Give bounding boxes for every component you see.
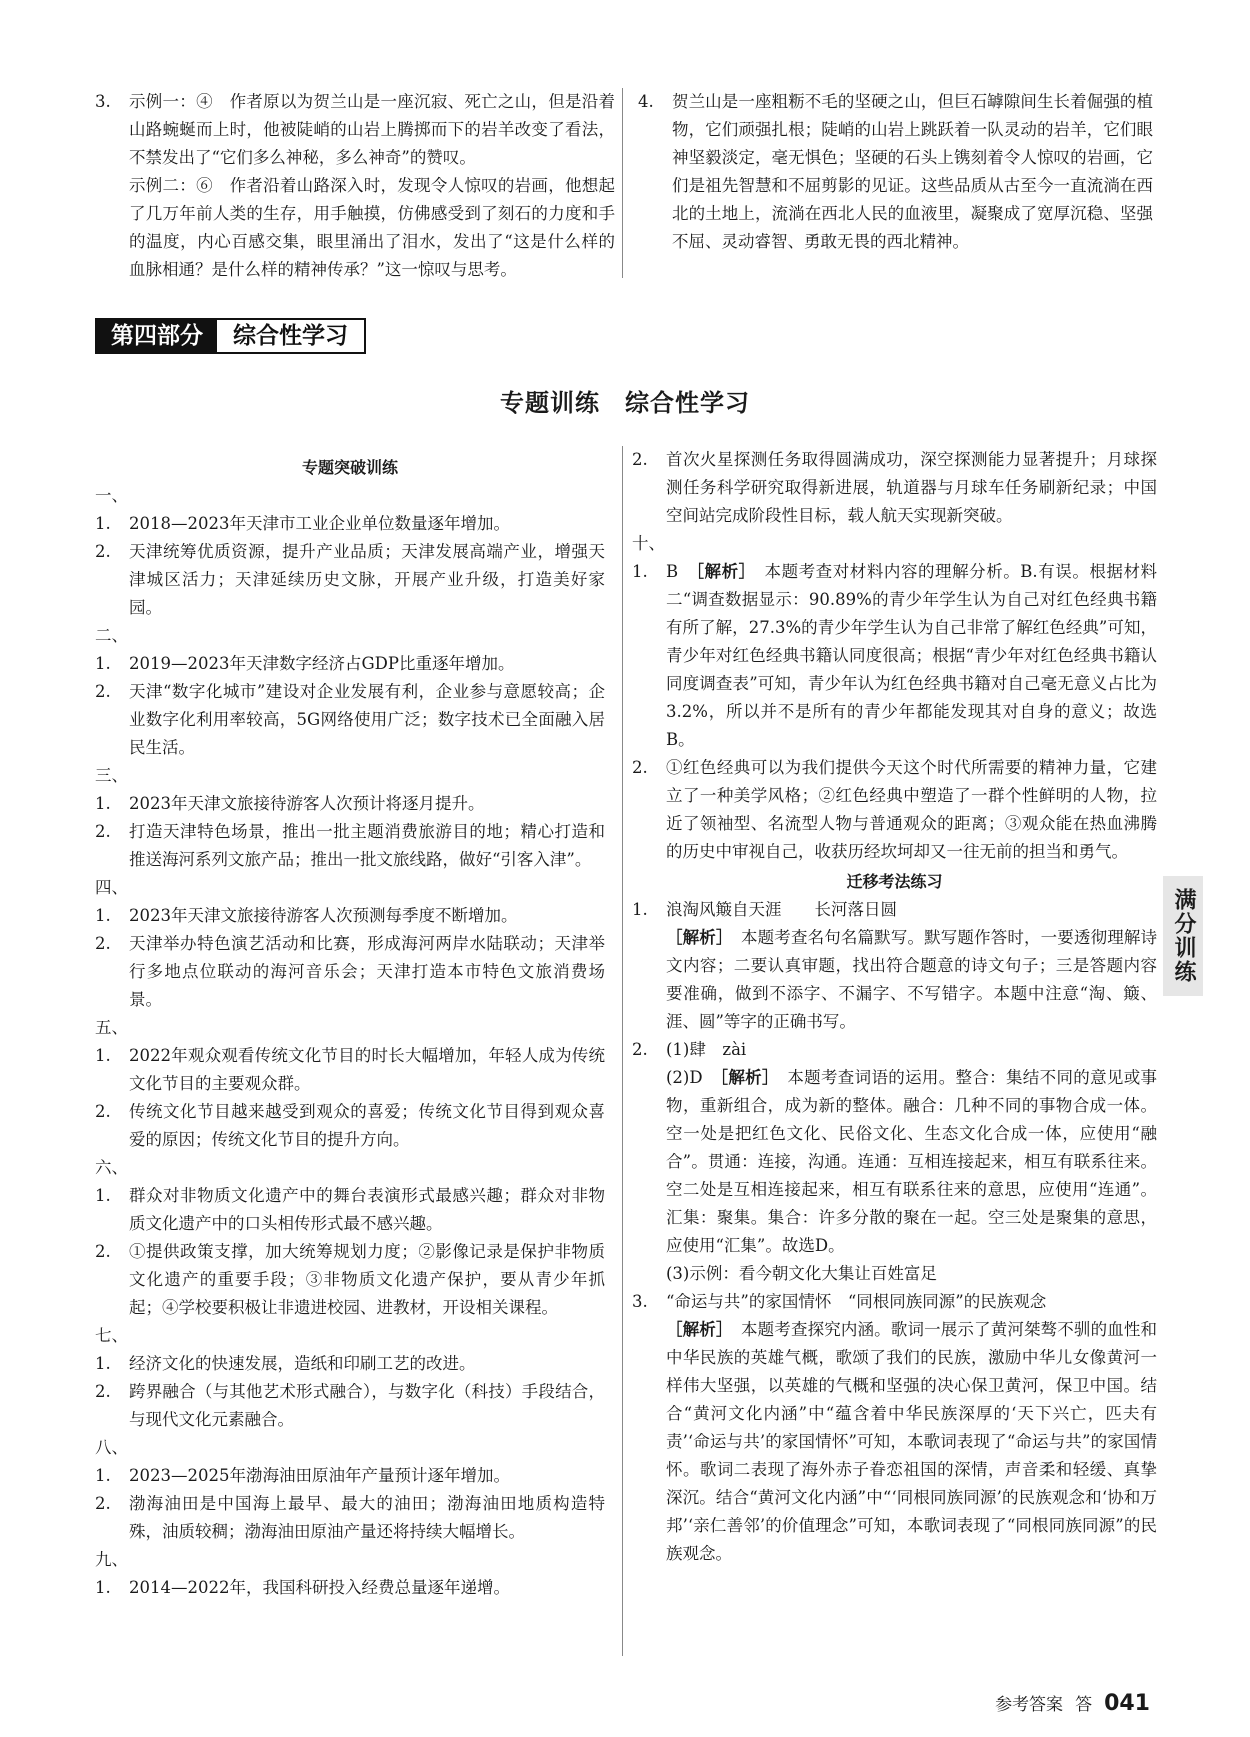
column-divider [622, 446, 623, 1656]
answer-text: 渤海油田是中国海上最早、最大的油田；渤海油田地质构造特殊，油质较稠；渤海油田原油产量还将持续大幅增长。 [129, 1494, 605, 1541]
right-column [632, 446, 1157, 1568]
left-column [95, 454, 605, 1602]
answer-item [95, 1378, 605, 1434]
item-number: 3. [632, 1292, 648, 1311]
answer-item [95, 1574, 605, 1602]
page-title: 专题训练 综合性学习 [500, 389, 750, 417]
page-number: 041 [1104, 1691, 1150, 1716]
answer-text: 2014—2022年，我国科研投入经费总量逐年递增。 [129, 1578, 510, 1597]
answer-text: 传统文化节目越来越受到观众的喜爱；传统文化节目得到观众喜爱的原因；传统文化节目的提升方向。 [129, 1102, 605, 1149]
answer-text: 经济文化的快速发展，造纸和印刷工艺的改进。 [129, 1354, 476, 1373]
answer-text: 首次火星探测任务取得圆满成功，深空探测能力显著提升；月球探测任务科学研究取得新进展，轨道器与月球车任务刷新纪录；中国空间站完成阶段性目标，载人航天实现新突破。 [666, 450, 1157, 525]
analysis-tag: ［解析］ [666, 928, 725, 947]
answer-item [95, 790, 605, 818]
answer-text: 跨界融合（与其他艺术形式融合），与数字化（科技）手段结合，与现代文化元素融合。 [129, 1382, 605, 1429]
column-divider [622, 88, 623, 278]
section-number: 二、 [95, 626, 128, 645]
answer-text: 群众对非物质文化遗产中的舞台表演形式最感兴趣；群众对非物质文化遗产中的口头相传形式最不感兴趣。 [129, 1186, 605, 1233]
answer-text: 2018—2023年天津市工业企业单位数量逐年增加。 [129, 514, 510, 533]
answer-text: (3)示例：看今朝文化大集让百姓富足 [666, 1264, 937, 1283]
answer-item [632, 896, 1157, 924]
item-number: 1. [95, 654, 111, 673]
answer-item [95, 1490, 605, 1546]
answer-item [95, 1238, 605, 1322]
item-number: 2. [95, 822, 111, 841]
answer-text: 浪淘风簸自天涯 长河落日圆 [666, 900, 897, 919]
analysis-text: 本题考查词语的运用。整合：集结不同的意见或事物，重新组合，成为新的整体。融合：几种不同的事物合成一体。空一处是把红色文化、民俗文化、生态文化合成一体，应使用“融合”。贯通：连接，沟通。连通：互相连接起来，相互有联系往来。空二处是互相连接起来，相互有联系往来的意思，应使用“连通”。汇集：聚集。集合：许多分散的聚在一起。空三处是聚集的意思，应使用“汇集”。故选D。 [666, 1068, 1158, 1255]
answer-text: 2023年天津文旅接待游客人次预计将逐月提升。 [129, 794, 485, 813]
answer-text: “命运与共”的家国情怀 “同根同族同源”的民族观念 [666, 1292, 1047, 1311]
answer-item [95, 818, 605, 874]
answer-item [95, 1182, 605, 1238]
analysis-tag: ［解析］ [719, 1068, 771, 1087]
answer-item [95, 538, 605, 622]
answer-item [95, 930, 605, 1014]
item-number: 3. [95, 92, 111, 111]
section-number: 五、 [95, 1018, 128, 1037]
item-number: 1. [95, 1578, 111, 1597]
item-number: 1. [632, 900, 648, 919]
item-number: 2. [95, 934, 111, 953]
answer-item [95, 902, 605, 930]
answer-text: 2022年观众观看传统文化节目的时长大幅增加，年轻人成为传统文化节目的主要观众群。 [129, 1046, 605, 1093]
answer-text: 示例一：④ 作者原以为贺兰山是一座沉寂、死亡之山，但是沿着山路蜿蜒而上时，他被陡峭的山岩上腾掷而下的岩羊改变了看法，不禁发出了“它们多么神秘，多么神奇”的赞叹。 [129, 92, 615, 167]
answer-item [632, 1036, 1157, 1064]
top-right-column [638, 88, 1153, 256]
answer-item [95, 1098, 605, 1154]
answer-item [95, 1350, 605, 1378]
item-number: 1. [95, 1186, 111, 1205]
section-number: 三、 [95, 766, 128, 785]
answer-item [638, 88, 1153, 256]
analysis-tag: ［解析］ [666, 1320, 725, 1339]
answer-text: 贺兰山是一座粗粝不毛的坚硬之山，但巨石罅隙间生长着倔强的植物，它们顽强扎根；陡峭的山岩上跳跃着一队灵动的岩羊，它们眼神坚毅淡定，毫无惧色；坚硬的石头上镌刻着令人惊叹的岩画，它们是祖先智慧和不屈剪影的见证。这些品质从古至今一直流淌在西北的土地上，流淌在西北人民的血液里，凝聚成了宽厚沉稳、坚强不屈、灵动睿智、勇敢无畏的西北精神。 [672, 92, 1153, 251]
item-number: 1. [632, 562, 648, 581]
part-banner [95, 318, 366, 354]
answer-text: 天津统筹优质资源，提升产业品质；天津发展高端产业，增强天津城区活力；天津延续历史文脉，开展产业升级，打造美好家园。 [129, 542, 605, 617]
item-number: 2. [632, 450, 648, 469]
analysis-block [632, 1316, 1157, 1568]
answer-text: 天津“数字化城市”建设对企业发展有利，企业参与意愿较高；企业数字化利用率较高，5G网络使用广泛；数字技术已全面融入居民生活。 [129, 682, 605, 757]
analysis-text: 本题考查名句名篇默写。默写题作答时，一要透彻理解诗文内容；二要认真审题，找出符合题意的诗文句子；三是答题内容要准确，做到不添字、不漏字、不写错字。本题中注意“淘、簸、涯、圆”等字的正确书写。 [666, 928, 1158, 1031]
section-number: 七、 [95, 1326, 128, 1345]
answer-item [95, 678, 605, 762]
item-number: 1. [95, 1046, 111, 1065]
answer-text: 2023年天津文旅接待游客人次预测每季度不断增加。 [129, 906, 518, 925]
answer-text: 2019—2023年天津数字经济占GDP比重逐年增加。 [129, 654, 515, 673]
item-number: 1. [95, 794, 111, 813]
item-number: 2. [95, 1242, 111, 1261]
section-number: 十、 [632, 534, 665, 553]
analysis-text: 本题考查探究内涵。歌词一展示了黄河桀骜不驯的血性和中华民族的英雄气概，歌颂了我们的民族，激励中华儿女像黄河一样伟大坚强，以英雄的气概和坚强的决心保卫黄河，保卫中国。结合“黄河文化内涵”中“蕴含着中华民族深厚的‘天下兴亡，匹夫有责’‘命运与共’的家国情怀”可知，本歌词表现了“命运与共”的家国情怀。歌词二表现了海外赤子眷恋祖国的深情，声音柔和轻缓、真挚深沉。结合“黄河文化内涵”中“‘同根同族同源’的民族观念和‘协和万邦’‘亲仁善邻’的价值理念”可知，本歌词表现了“同根同族同源”的民族观念。 [666, 1320, 1158, 1563]
answer-text [666, 558, 1157, 754]
part-title: 综合性学习 [217, 320, 364, 352]
section-number: 六、 [95, 1158, 128, 1177]
answer-text: ①红色经典可以为我们提供今天这个时代所需要的精神力量，它建立了一种美学风格；②红色经典中塑造了一群个性鲜明的人物，拉近了领袖型、名流型人物与普通观众的距离；③观众能在热血沸腾的历史中审视自己，收获历经坎坷却又一往无前的担当和勇气。 [666, 758, 1157, 861]
item-number: 1. [95, 1466, 111, 1485]
analysis-block [632, 1064, 1157, 1260]
answer-item [95, 88, 615, 172]
answer-item [95, 1042, 605, 1098]
answer-text: (1)肆 zài [666, 1040, 747, 1059]
page-footer [995, 1690, 1150, 1716]
section-number: 九、 [95, 1550, 128, 1569]
footer-prefix: 答 [1075, 1695, 1093, 1715]
answer-text: 2023—2025年渤海油田原油年产量预计逐年增加。 [129, 1466, 510, 1485]
item-number: 2. [632, 758, 648, 777]
part-label: 第四部分 [97, 320, 217, 352]
section-subtitle: 迁移考法练习 [846, 872, 943, 891]
item-number: 2. [95, 1102, 111, 1121]
item-number: 1. [95, 906, 111, 925]
footer-label: 参考答案 [995, 1695, 1064, 1715]
answer-text: 天津举办特色演艺活动和比赛，形成海河两岸水陆联动；天津举行多地点位联动的海河音乐会；天津打造本市特色文旅消费场景。 [129, 934, 605, 1009]
answer-item [632, 446, 1157, 530]
item-number: 2. [632, 1040, 648, 1059]
answer-text: 打造天津特色场景，推出一批主题消费旅游目的地；精心打造和推送海河系列文旅产品；推出一批文旅线路，做好“引客入津”。 [129, 822, 605, 869]
answer-choice: (2)D [666, 1068, 703, 1087]
answer-text: ①提供政策支撑，加大统筹规划力度；②影像记录是保护非物质文化遗产的重要手段；③非物质文化遗产保护，要从青少年抓起；④学校要积极让非遗进校园、进教材，开设相关课程。 [129, 1242, 605, 1317]
section-number: 四、 [95, 878, 128, 897]
analysis-block [632, 924, 1157, 1036]
answer-item [632, 754, 1157, 866]
section-subtitle: 专题突破训练 [301, 458, 398, 477]
item-number: 1. [95, 514, 111, 533]
answer-choice: B [666, 562, 679, 581]
side-tab: 满分训练 [1163, 876, 1203, 996]
item-number: 2. [95, 542, 111, 561]
answer-item [95, 1462, 605, 1490]
top-left-column [95, 88, 615, 284]
answer-item [95, 650, 605, 678]
analysis-tag: ［解析］ [695, 562, 748, 581]
section-number: 八、 [95, 1438, 128, 1457]
answer-text: 示例二：⑥ 作者沿着山路深入时，发现令人惊叹的岩画，他想起了几万年前人类的生存，用手触摸，仿佛感受到了刻石的力度和手的温度，内心百感交集，眼里涌出了泪水，发出了“这是什么样的血脉相通？是什么样的精神传承？”这一惊叹与思考。 [129, 176, 615, 279]
item-number: 2. [95, 1494, 111, 1513]
answer-item [95, 510, 605, 538]
answer-item [632, 558, 1157, 754]
section-number: 一、 [95, 486, 128, 505]
item-number: 2. [95, 682, 111, 701]
analysis-text: 本题考查对材料内容的理解分析。B.有误。根据材料二“调查数据显示：90.89%的青少年学生认为自己对红色经典书籍有所了解，27.3%的青少年学生认为自己非常了解红色经典”可知，青少年对红色经典书籍认同度很高；根据“青少年对红色经典书籍认同度调查表”可知，青少年认为红色经典书籍对自己毫无意义占比为3.2%，所以并不是所有的青少年都能发现其对自身的意义；故选B。 [666, 562, 1158, 749]
item-number: 4. [638, 92, 654, 111]
item-number: 1. [95, 1354, 111, 1373]
item-number: 2. [95, 1382, 111, 1401]
answer-item [632, 1288, 1157, 1316]
